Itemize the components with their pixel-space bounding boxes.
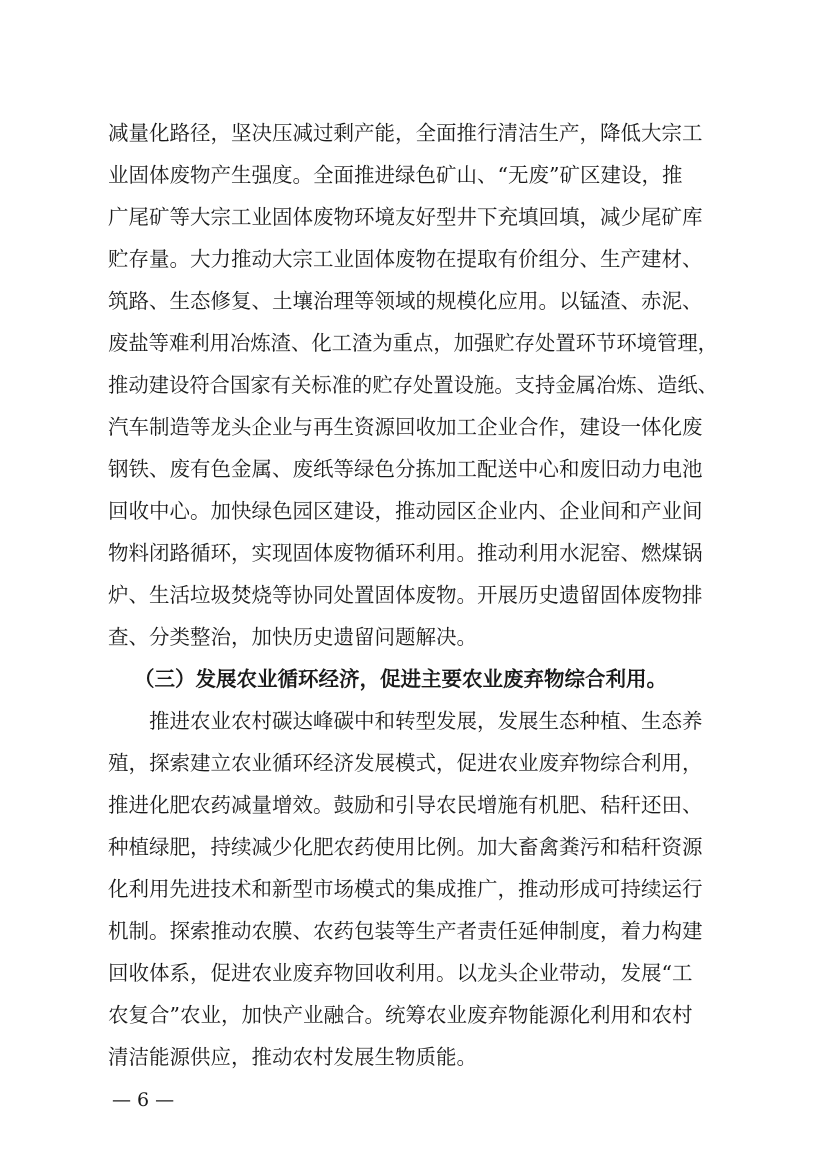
body-line	[0, 827, 826, 867]
body-line	[0, 407, 826, 447]
body-line	[0, 953, 826, 993]
line-text: 回收体系，促进农业废弃物回收利用。以龙头企业带动，发展“工	[108, 961, 693, 985]
body-line	[0, 449, 826, 489]
line-text: 物料闭路循环，实现固体废物循环利用。推动利用水泥窑、燃煤锅	[108, 541, 703, 565]
line-text: 推进农业农村碳达峰碳中和转型发展，发展生态种植、生态养	[149, 709, 703, 733]
line-text: 殖，探索建立农业循环经济发展模式，促进农业废弃物综合利用，	[108, 751, 703, 775]
body-line	[0, 911, 826, 951]
line-text: 废盐等难利用冶炼渣、化工渣为重点，加强贮存处置环节环境管理，	[108, 331, 719, 355]
section-heading-text: （三）发展农业循环经济，促进主要农业废弃物综合利用。	[134, 667, 667, 691]
body-line	[0, 995, 826, 1035]
line-text: 钢铁、废有色金属、废纸等绿色分拣加工配送中心和废旧动力电池	[108, 457, 703, 481]
body-line	[0, 239, 826, 279]
body-line	[0, 323, 826, 363]
line-text: 业固体废物产生强度。全面推进绿色矿山、“无废”矿区建设，推	[108, 163, 683, 187]
line-text: 减量化路径，坚决压减过剩产能，全面推行清洁生产，降低大宗工	[108, 121, 703, 145]
line-text: 筑路、生态修复、土壤治理等领域的规模化应用。以锰渣、赤泥、	[108, 289, 703, 313]
body-line	[0, 491, 826, 531]
body-line	[0, 785, 826, 825]
body-line	[0, 113, 826, 153]
section-heading	[0, 659, 826, 699]
line-text: 推动建设符合国家有关标准的贮存处置设施。支持金属冶炼、造纸、	[108, 373, 719, 397]
line-text: 种植绿肥，持续减少化肥农药使用比例。加大畜禽粪污和秸秆资源	[108, 835, 703, 859]
line-text: 清洁能源供应，推动农村发展生物质能。	[108, 1045, 477, 1069]
line-text: 贮存量。大力推动大宗工业固体废物在提取有价组分、生产建材、	[108, 247, 703, 271]
body-line	[0, 701, 826, 741]
body-line	[0, 869, 826, 909]
page-number: — 6 —	[112, 1089, 175, 1111]
body-line	[0, 1037, 826, 1077]
body-line	[0, 533, 826, 573]
body-line	[0, 617, 826, 657]
line-text: 农复合”农业，加快产业融合。统筹农业废弃物能源化利用和农村	[108, 1003, 693, 1027]
line-text: 回收中心。加快绿色园区建设，推动园区企业内、企业间和产业间	[108, 499, 703, 523]
line-text: 汽车制造等龙头企业与再生资源回收加工企业合作，建设一体化废	[108, 415, 703, 439]
line-text: 广尾矿等大宗工业固体废物环境友好型井下充填回填，减少尾矿库	[108, 205, 703, 229]
body-line	[0, 197, 826, 237]
line-text: 炉、生活垃圾焚烧等协同处置固体废物。开展历史遗留固体废物排	[108, 583, 703, 607]
body-line	[0, 155, 826, 195]
body-line	[0, 575, 826, 615]
body-line	[0, 365, 826, 405]
line-text: 化利用先进技术和新型市场模式的集成推广，推动形成可持续运行	[108, 877, 703, 901]
line-text: 机制。探索推动农膜、农药包装等生产者责任延伸制度，着力构建	[108, 919, 703, 943]
body-line	[0, 743, 826, 783]
body-line	[0, 281, 826, 321]
line-text: 查、分类整治，加快历史遗留问题解决。	[108, 625, 477, 649]
line-text: 推进化肥农药减量增效。鼓励和引导农民增施有机肥、秸秆还田、	[108, 793, 703, 817]
